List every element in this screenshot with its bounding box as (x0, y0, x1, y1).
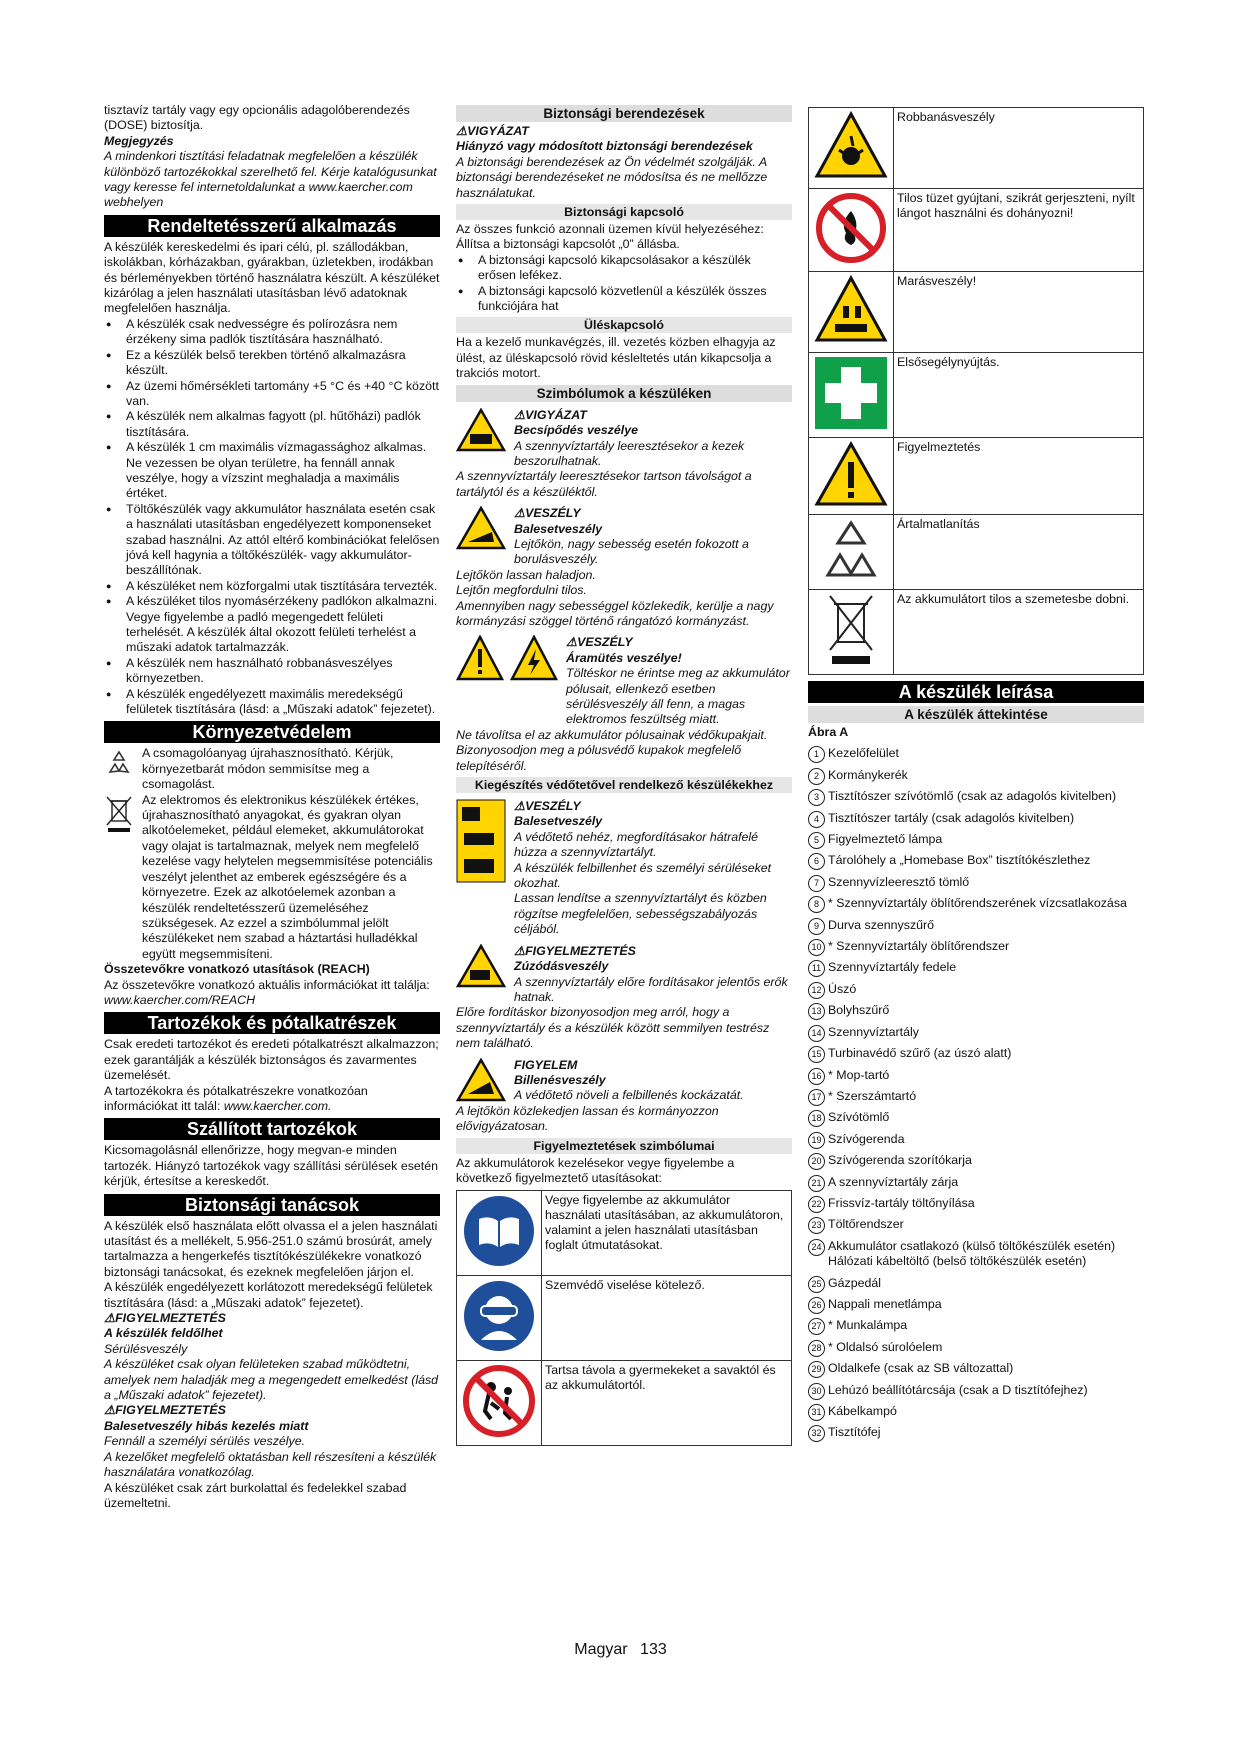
item-number: 19 (808, 1132, 825, 1149)
warning-text-2: A készüléket csak zárt burkolattal és fedelekkel szabad üzemeltetni. (104, 1480, 407, 1510)
crossed-bin-icon (809, 590, 894, 675)
item-label: Oldalkefe (csak az SB változattal) (828, 1361, 1014, 1376)
item-number: 28 (808, 1340, 825, 1357)
item-number: 23 (808, 1217, 825, 1234)
warning-and-electric-icon (456, 635, 560, 685)
warning-text: Lejtőkön, nagy sebesség esetén fokozott a borulásveszély. (514, 536, 749, 567)
item-number: 6 (808, 853, 825, 870)
list-item: ● Ez a készülék belső terekben történő alkalmazásra készült. (104, 348, 440, 379)
list-item: ● A készülék 1 cm maximális vízmagassághoz alkalmas. Ne vezessen be olyan területre, ha fennáll annak veszélye, hogy a vízszint meghaladja a maximális értéket. (104, 440, 440, 502)
warning-text: A védőtető növeli a felbillenés kockázatát. (514, 1088, 744, 1103)
warning-text: A védőtető nehéz, megfordításakor hátrafelé húzza a szennyvíztartályt. (514, 829, 759, 860)
crossed-bin-icon (104, 795, 134, 839)
list-item: ● A készülék nem használható robbanásveszélyes környezetben. (104, 656, 440, 687)
env-recycle-row (104, 746, 440, 792)
heading-intended-use: Rendeltetésszerű alkalmazás (104, 215, 440, 237)
heading-seat-switch: Üléskapcsoló (456, 317, 792, 333)
item-number: 24 (808, 1239, 825, 1256)
warning-sub: Sérülésveszély (104, 1341, 188, 1356)
reach-label: Az összetevőkre vonatkozó aktuális információkat itt találja: (104, 977, 430, 992)
list-item (808, 1110, 1144, 1125)
battery-text: Az akkumulátorok kezelésekor vegye figyelembe a következő figyelmeztető utasításokat: (456, 1155, 735, 1185)
symbol-guard-accident (456, 799, 792, 938)
column-middle (456, 103, 792, 1446)
warning-head: FIGYELEM (514, 1057, 578, 1072)
table-row (809, 189, 1144, 272)
heading-environment: Környezetvédelem (104, 721, 440, 743)
list-item: ● A készülék nem alkalmas fagyott (pl. hűtőházi) padlók tisztítására. (104, 409, 440, 440)
general-warning-icon (809, 438, 894, 515)
list-item (808, 1297, 1144, 1312)
pinch-warning-icon (456, 408, 506, 456)
table-row (457, 1191, 792, 1276)
list-item (808, 918, 1144, 933)
item-number: 31 (808, 1404, 825, 1421)
item-label: Úszó (828, 981, 857, 996)
item-label: Tisztítófej (828, 1425, 881, 1440)
switch-text: Az összes funkció azonnali üzemen kívül helyezéséhez: Állítsa a biztonsági kapcsolót „0” állásba. (456, 222, 764, 252)
reach-text (104, 978, 440, 1009)
list-item (808, 1003, 1144, 1018)
list-item (808, 1239, 1144, 1270)
list-item (808, 811, 1144, 826)
table-row (809, 438, 1144, 515)
list-item (808, 1153, 1144, 1168)
item-label: Töltőrendszer (828, 1217, 904, 1232)
figure-label: Ábra A (808, 725, 849, 739)
item-number: 14 (808, 1025, 825, 1042)
warning-head: ⚠FIGYELMEZTETÉS (104, 1311, 226, 1326)
warning-text: Töltéskor ne érintse meg az akkumulátor pólusait, ellenkező esetben sérülésveszély áll fenn, a magas elektromos feszültség miatt. (566, 666, 790, 727)
warning-text: A biztonsági berendezések az Ön védelmét szolgálják. A biztonsági berendezéseket ne módosítsa és ne mellőzze használatukat. (456, 154, 768, 200)
item-label: Gázpedál (828, 1275, 882, 1290)
item-label: Szívógerenda (828, 1131, 905, 1146)
no-fire-icon (809, 189, 894, 272)
item-number: 30 (808, 1383, 825, 1400)
table-cell: Szemvédő viselése kötelező. (542, 1276, 792, 1361)
warning-head: ⚠VESZÉLY (514, 799, 581, 814)
item-number: 13 (808, 1003, 825, 1020)
item-number: 7 (808, 875, 825, 892)
item-label: Kábelkampó (828, 1404, 897, 1418)
warning-text-2: A lejtőkön közlekedjen lassan és kormányozzon elővigyázatosan. (456, 1103, 719, 1134)
table-row (809, 353, 1144, 438)
intended-text: A készülék kereskedelmi és ipari célú, pl. szállodákban, iskolákban, kórházakban, gyárakban, üzletekben, irodákban és bérleményekben történő használatra készült. A készüléket kizárólag a jelen használati utasításban lévő adatoknak megfelelően használja. (104, 239, 440, 316)
list-item: ● Az üzemi hőmérsékleti tartomány +5 °C és +40 °C között van. (104, 379, 440, 410)
component-list (808, 746, 1144, 1440)
table-row (809, 590, 1144, 675)
heading-overview: A készülék áttekintése (808, 706, 1144, 723)
item-number: 22 (808, 1196, 825, 1213)
warning-text: A szennyvíztartály előre fordításakor jelentős erők hatnak. (514, 974, 788, 1004)
list-item (808, 1404, 1144, 1419)
item-number: 5 (808, 832, 825, 849)
symbol-electric (456, 635, 792, 727)
env-text-1: A csomagolóanyag újrahasznosítható. Kérjük, környezetbarát módon semmisítse meg a csomagolást. (142, 746, 394, 792)
list-item (808, 1175, 1144, 1190)
warning-title: A készülék feldőlhet (104, 1326, 223, 1341)
list-item (808, 768, 1144, 783)
page-number: 133 (640, 1641, 667, 1658)
warning-head: ⚠VESZÉLY (566, 635, 633, 650)
warning-title: Zúzódásveszély (514, 959, 609, 974)
item-label: * Szennyvíztartály öblítőrendszer (828, 939, 1010, 954)
item-label: Frissvíz-tartály töltőnyílása (828, 1195, 975, 1210)
item-label: Turbinavédő szűrő (az úszó alatt) (828, 1046, 1012, 1061)
list-item (808, 832, 1144, 847)
reach-link[interactable]: www.kaercher.com/REACH (104, 992, 256, 1007)
list-item (808, 1132, 1144, 1147)
item-label: Kormánykerék (828, 767, 908, 782)
item-number: 29 (808, 1361, 825, 1378)
intended-list (104, 317, 440, 718)
warning-text-2: A készülék felbillenhet és személyi sérüléseket okozhat. (514, 860, 772, 891)
heading-accessories: Tartozékok és pótalkatrészek (104, 1012, 440, 1034)
warning-head: ⚠VIGYÁZAT (456, 124, 529, 138)
acc-text: Csak eredeti tartozékot és eredeti pótalkatrészt alkalmazzon; ezek garantálják a készülék biztonságos és zavarmentes üzemelését. (104, 1037, 439, 1083)
item-number: 27 (808, 1318, 825, 1335)
warning-text-3: Bizonyosodjon meg a pólusvédő kupakok megfelelő telepítéséről. (456, 743, 742, 773)
note-title: Megjegyzés (104, 133, 174, 148)
seat-text: Ha a kezelő munkavégzés, ill. vezetés közben elhagyja az ülést, az üléskapcsoló rövid késleltetés után kikapcsolja a trakciós motort. (456, 335, 776, 381)
heading-safety-switch: Biztonsági kapcsoló (456, 204, 792, 220)
tilt-warning-icon (456, 1058, 506, 1106)
item-label: * Szennyvíztartály öblítőrendszerének vízcsatlakozása (828, 896, 1127, 911)
list-item: ● A készüléket nem közforgalmi utak tisztítására tervezték. (104, 579, 440, 594)
heading-guard: Kiegészítés védőtetővel rendelkező készülékekhez (456, 777, 792, 793)
symbol-tilt (456, 1058, 792, 1104)
list-item (808, 1089, 1144, 1104)
page-footer (0, 1642, 1241, 1657)
item-label: Durva szennyszűrő (828, 917, 935, 932)
warning-title: Hiányzó vagy módosított biztonsági berendezések (456, 139, 753, 154)
table-row (809, 272, 1144, 353)
acc-text-2 (104, 1084, 440, 1115)
list-item (808, 1217, 1144, 1232)
item-label: Szennyvíztartály fedele (828, 960, 957, 975)
item-label: Nappali menetlámpa (828, 1296, 942, 1311)
list-item (808, 1196, 1144, 1211)
list-item (808, 1425, 1144, 1440)
battery-hazard-table (808, 107, 1144, 675)
list-item (808, 1046, 1144, 1061)
acc-link[interactable]: www.kaercher.com. (223, 1098, 332, 1113)
acc-label: A tartozékokra és pótalkatrészekre vonatkozóan információkat itt talál: (104, 1083, 368, 1113)
item-number: 21 (808, 1175, 825, 1192)
warning-title: Áramütés veszélye! (566, 650, 682, 665)
item-label: Bolyhszűrő (828, 1003, 890, 1018)
list-item: ● A biztonsági kapcsoló kikapcsolásakor a készülék erősen lefékez. (456, 253, 792, 284)
warning-title: Billenésveszély (514, 1072, 606, 1087)
warning-text-2: Ne távolítsa el az akkumulátor pólusainak védőkupakjait. (456, 727, 768, 742)
list-item (808, 939, 1144, 954)
symbol-crush (456, 944, 792, 1006)
warning-text-2: Előre fordításkor bizonyosodjon meg arról, hogy a szennyvíztartály és a készülék között semmilyen testrész nem található. (456, 1005, 770, 1051)
keep-children-away-icon (457, 1361, 542, 1446)
item-number: 26 (808, 1297, 825, 1314)
item-number: 3 (808, 789, 825, 806)
warning-head: ⚠FIGYELMEZTETÉS (514, 943, 636, 958)
warning-title: Balesetveszély (514, 814, 603, 829)
item-label: * Mop-tartó (828, 1067, 890, 1082)
item-label: A szennyvíztartály zárja (828, 1174, 959, 1189)
table-cell: Marásveszély! (894, 272, 1144, 353)
first-aid-icon (809, 353, 894, 438)
list-item: ● A biztonsági kapcsoló közvetlenül a készülék összes funkciójára hat (456, 284, 792, 315)
warning-text-3: Lassan lendítse a szennyvíztartályt és közben rögzítse megfelelően, sebességszabályozás céljából. (514, 891, 767, 937)
battery-symbol-table (456, 1190, 792, 1446)
item-number: 16 (808, 1068, 825, 1085)
item-label: Kezelőfelület (828, 746, 899, 761)
reach-title: Összetevőkre vonatkozó utasítások (REACH) (104, 962, 370, 977)
list-item (808, 1025, 1144, 1040)
read-manual-icon (457, 1191, 542, 1276)
item-label: * Szerszámtartó (828, 1088, 917, 1103)
guard-tipping-icon (456, 799, 506, 887)
warning-text: A szennyvíztartály leeresztésekor a kezek beszorulhatnak. (514, 438, 745, 468)
list-item (808, 875, 1144, 890)
item-number: 9 (808, 918, 825, 935)
table-cell: Az akkumulátort tilos a szemetesbe dobni. (894, 590, 1144, 675)
list-item (808, 1361, 1144, 1376)
table-row (457, 1276, 792, 1361)
list-item (808, 960, 1144, 975)
warning-text: A készüléket csak olyan felületeken szabad működtetni, amelyek nem haladják meg a megengedett emelkedést (lásd a „Műszaki adatok” fejezetet). (104, 1357, 439, 1403)
crush-warning-icon (456, 944, 506, 992)
list-item: ● A készülék csak nedvességre és polírozásra nem érzékeny sima padlók tisztítására használható. (104, 317, 440, 348)
tipping-warning-icon (456, 506, 506, 554)
list-item (808, 896, 1144, 911)
item-label: Tárolóhely a „Homebase Box” tisztítókészlethez (828, 853, 1091, 868)
intro-text: tisztavíz tartály vagy egy opcionális adagolóberendezés (DOSE) biztosítja. (104, 103, 410, 133)
item-number: 17 (808, 1089, 825, 1106)
warning-text-2: Lejtőkön lassan haladjon. (456, 567, 596, 582)
footer-language: Magyar (574, 1641, 628, 1658)
table-cell: Figyelmeztetés (894, 438, 1144, 515)
explosion-warning-icon (809, 108, 894, 189)
warning-head: ⚠FIGYELMEZTETÉS (104, 1403, 226, 1418)
list-item: ● A készülék engedélyezett maximális meredekségű felületek tisztítására (lásd: a „Műszaki adatok” fejezetet). (104, 687, 440, 718)
table-cell: Robbanásveszély (894, 108, 1144, 189)
recycling-icon (809, 515, 894, 590)
list-item (808, 853, 1144, 868)
symbol-pinch (456, 408, 792, 470)
table-cell: Ártalmatlanítás (894, 515, 1144, 590)
safety-text: A készülék első használata előtt olvassa el a jelen használati utasítást és a mellékelt, 5.956-251.0 számú brosúrát, amely tartalmazza a hengerkefés tisztítókészülékekre vonatkozó biztonsági tanácsokat, és ezeknek megfelelően járjon el. (104, 1218, 438, 1279)
list-item (808, 1318, 1144, 1333)
list-item (808, 1383, 1144, 1398)
item-label: Akkumulátor csatlakozó (külső töltőkészülék esetén) (828, 1238, 1116, 1253)
warning-sub: Fennáll a személyi sérülés veszélye. (104, 1434, 306, 1449)
eye-protection-icon (457, 1276, 542, 1361)
env-text-2: Az elektromos és elektronikus készülékek értékes, újrahasznosítható anyagokat, és gyakran olyan alkotóelemeket, például elemeket, akkumulátorokat vagy olajat is tartalmaznak, melyek nem megfelelő kezelése vagy helytelen megsemmisítése potenciális veszélyt jelenthet az emberek egészségére és a környezetre. Ezek az alkotóelemek azonban a készülék rendeltetésszerű üzemeléséhez szükségesek. Az ezzel a szimbólummal jelölt készülékeket nem szabad a háztartási hulladékkal együtt megsemmisíteni. (142, 792, 433, 961)
item-number: 11 (808, 960, 825, 977)
item-number: 15 (808, 1046, 825, 1063)
list-item (808, 789, 1144, 804)
item-label: Szívógerenda szorítókarja (828, 1153, 972, 1168)
item-number: 18 (808, 1110, 825, 1127)
item-number: 10 (808, 939, 825, 956)
item-number: 1 (808, 746, 825, 763)
table-cell: Vegye figyelembe az akkumulátor használati utasításában, az akkumulátoron, valamint a jelen használati utasításban foglalt útmutatásokat. (542, 1191, 792, 1276)
list-item (808, 1068, 1144, 1083)
table-cell: Tartsa távola a gyermekeket a savaktól és az akkumulátortól. (542, 1361, 792, 1446)
table-cell: Elsősegélynyújtás. (894, 353, 1144, 438)
list-item: ● A készüléket tilos nyomásérzékeny padlókon alkalmazni. Vegye figyelembe a padló megengedett felületi terhelését. A készülék által okozott felületi terhelést a műszaki adatok tartalmazzák. (104, 594, 440, 656)
item-number: 12 (808, 982, 825, 999)
table-cell: Tilos tüzet gyújtani, szikrát gerjeszteni, nyílt lángot használni és dohányozni! (894, 189, 1144, 272)
warning-title: Balesetveszély (514, 521, 603, 536)
warning-title: Balesetveszély hibás kezelés miatt (104, 1418, 309, 1433)
column-left (104, 103, 440, 1511)
item-label: * Oldalsó súrolóelem (828, 1339, 943, 1354)
heading-safety-devices: Biztonsági berendezések (456, 105, 792, 122)
list-item: ● Töltőkészülék vagy akkumulátor használata esetén csak a használati utasításban engedélyezett komponenseket szabad használni. Az attól eltérő kombinációkat felelősen jóvá kell hagynia a töltőkészülék- vagy akkumulátor-beszállítónak. (104, 502, 440, 579)
item-label: Figyelmeztető lámpa (828, 832, 943, 847)
heading-safety: Biztonsági tanácsok (104, 1194, 440, 1216)
warning-head: ⚠VIGYÁZAT (514, 407, 587, 422)
item-number: 25 (808, 1276, 825, 1293)
item-label: * Munkalámpa (828, 1318, 908, 1333)
table-row (809, 515, 1144, 590)
list-item (808, 1276, 1144, 1291)
item-number: 4 (808, 811, 825, 828)
item-label: Szennyvíztartály (828, 1024, 919, 1039)
column-right (808, 107, 1144, 1447)
item-number: 2 (808, 768, 825, 785)
corrosion-warning-icon (809, 272, 894, 353)
safety-text-2: A készülék engedélyezett korlátozott meredekségű felületek tisztítására (lásd: a „Műszaki adatok” fejezetet). (104, 1280, 433, 1310)
item-number: 8 (808, 896, 825, 913)
item-number: 32 (808, 1425, 825, 1442)
recycle-icon (104, 748, 134, 782)
heading-battery-symbols: Figyelmeztetések szimbólumai (456, 1138, 792, 1154)
list-item (808, 1340, 1144, 1355)
list-item (808, 746, 1144, 761)
switch-list (456, 253, 792, 315)
warning-text-3: Lejtőn megfordulni tilos. (456, 583, 587, 598)
heading-description: A készülék leírása (808, 681, 1144, 703)
scope-text: Kicsomagolásnál ellenőrizze, hogy megvan-e minden tartozék. Hiányzó tartozékok vagy szállítási sérülések esetén kérjük, értesítse a kereskedőt. (104, 1143, 439, 1189)
item-number: 20 (808, 1153, 825, 1170)
warning-text-4: Amennyiben nagy sebességgel közlekedik, kerülje a nagy kormányzási szöggel történő rángatózó kormányzást. (456, 598, 774, 628)
heading-scope: Szállított tartozékok (104, 1118, 440, 1140)
table-row (809, 108, 1144, 189)
list-item (808, 982, 1144, 997)
table-row (457, 1361, 792, 1446)
heading-symbols: Szimbólumok a készüléken (456, 385, 792, 402)
note-text: A mindenkori tisztítási feladatnak megfelelően a készülék különböző tartozékokkal szerelhető fel. Kérje katalógusunkat vagy keresse fel internetoldalunkat a www.kaercher.com webhelyen (104, 149, 437, 210)
warning-head: ⚠VESZÉLY (514, 506, 581, 521)
item-label: Tisztítószer tartály (csak adagolós kivitelben) (828, 810, 1075, 825)
warning-text-2: A szennyvíztartály leeresztésekor tartson távolságot a tartálytól és a készüléktől. (456, 469, 752, 499)
symbol-accident (456, 506, 792, 568)
item-label: Tisztítószer szívótömlő (csak az adagolós kivitelben) (828, 789, 1117, 804)
warning-text: A kezelőket megfelelő oktatásban kell részesíteni a készülék használatára vonatkozólag. (104, 1449, 437, 1480)
item-label: Lehúzó beállítótárcsája (csak a D tisztítófejhez) (828, 1382, 1088, 1397)
item-label: Szívótömlő (828, 1110, 890, 1125)
item-label: Szennyvízleeresztő tömlő (828, 874, 970, 889)
item-label-extra: Hálózati kábeltöltő (belső töltőkészülék esetén) (828, 1254, 1087, 1269)
env-weee-row (104, 793, 440, 962)
warning-title: Becsípődés veszélye (514, 423, 638, 438)
